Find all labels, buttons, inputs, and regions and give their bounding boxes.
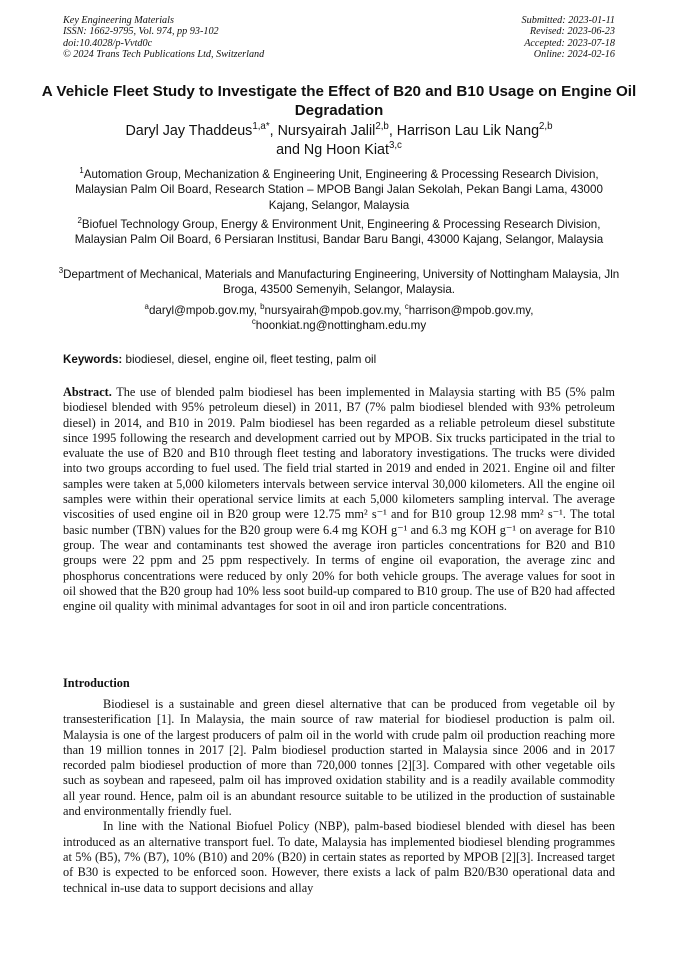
author-name: Daryl Jay Thaddeus	[125, 123, 253, 139]
keywords	[63, 352, 615, 367]
author-affiliation-mark: 2,b	[539, 121, 553, 133]
paragraph: In line with the National Biofuel Policy (NBP), palm-based biodiesel blended with diesel has been introduced as an alternative transport fuel. To date, Malaysia has implemented biodiesel blending programmes at 5% (B5), 7% (B7), 10% (B10) and 20% (B20) in certain states as reported by MPOB [2][3]. Increased target of B30 is expected to be enforced soon. However, there exists a lack of palm B20/B30 operational data and technical in-use data to support decisions and allay	[63, 819, 615, 895]
author-name: Nursyairah Jalil	[277, 123, 376, 139]
email-link[interactable]: harrison@mpob.gov.my,	[408, 304, 534, 317]
issn-volume: ISSN: 1662-9795, Vol. 974, pp 93-102	[63, 26, 219, 38]
abstract-text: The use of blended palm biodiesel has been implemented in Malaysia starting with B5 (5% palm biodiesel blended with 95% petroleum diesel) in 2011, B7 (7% palm biodiesel blended with 93% petroleum diesel) in 2014, and B10 in 2019. Palm biodiesel has been regarded as a reliable petroleum diesel substitute since 1995 following the research and development carried out by MPOB. Six trucks participated in the trial to evaluate the use of B20 and B10 through fleet testing and laboratory investigations. The trucks were divided into two groups according to fuel used. The field trial started in 2019 and ended in 2021. Engine oil and filter samples were taken at 5,000 kilometers intervals between service interval 30,000 kilometers. All the engine oil samples were within their operational service limits at each 5,000 kilometers sampling interval. The average viscosities of used engine oil in B20 group were 12.75 mm² s⁻¹ and for B10 group 12.98 mm² s⁻¹. The total basic number (TBN) values for the B20 group were 6.4 mg KOH g⁻¹ and 6.3 mg KOH g⁻¹ on average for B10 group. The wear and contaminants test showed the average iron particles concentrations for B20 and B10 groups were 22 ppm and 25 ppm respectively. In terms of engine oil evaporation, the average zinc and phosphorus concentrations were reduced by only 20% for both vehicle groups. The average values for soot in oil showed that the B20 group had 10% less soot build-up compared to B10 group. The use of B20 had affected engine oil quality with minimal advantages for soot in oil and iron particle concentrations.	[63, 385, 615, 614]
section-heading-introduction: Introduction	[63, 676, 130, 690]
email-link[interactable]: nursyairah@mpob.gov.my,	[264, 304, 405, 317]
introduction-body	[63, 697, 615, 896]
email-link[interactable]: hoonkiat.ng@nottingham.edu.my	[255, 319, 427, 333]
online-date: Online: 2024-02-16	[533, 48, 615, 60]
doi[interactable]: doi:10.4028/p-Vvtd0c	[63, 37, 153, 49]
author-emails: $^a$daryl@mpob.gov.my, $^b$nursyairah@mpob.gov.my, $^c$harrison@mpob.gov.my, $^c$hoonkiat.ng@nottingham.edu.my	[144, 302, 534, 333]
author-list: Daryl Jay Thaddeus$^{1,a*}$, Nursyairah Jalil$^{2,b}$, Harrison Lau Lik Nang$^{2,b}$ and Ng Hoon Kiat$^{3,c}$	[125, 121, 553, 158]
copyright: © 2024 Trans Tech Publications Ltd, Switzerland	[63, 48, 265, 60]
journal-info	[63, 15, 264, 60]
abstract-label: Abstract.	[63, 385, 112, 399]
abstract	[63, 385, 615, 614]
affiliation-2: $^2$Biofuel Technology Group, Energy & Environment Unit, Engineering & Processing Research Division, Malaysian Palm Oil Board, 6 Persiaran Institusi, Bandar Baru Bangi, 43000 Kajang, Selangor, Malaysia	[74, 216, 604, 247]
author-affiliation-mark: 3,c	[388, 139, 402, 151]
affiliation-3: $^3$Department of Mechanical, Materials and Manufacturing Engineering, University of Nottingham Malaysia, Jln Broga, 43500 Semenyih, Selangor, Malaysia.	[58, 266, 620, 297]
affiliation-1: $^1$Automation Group, Mechanization & Engineering Unit, Engineering & Processing Research Division, Malaysian Palm Oil Board, Research Station – MPOB Bangi Jalan Sekolah, Pekan Bangi Lama, 43000 Kajang, Selangor, Malaysia	[75, 166, 603, 212]
accepted-date: Accepted: 2023-07-18	[524, 37, 615, 49]
author-affiliation-mark: 1,a*	[252, 121, 270, 133]
journal-name: Key Engineering Materials	[63, 15, 174, 26]
email-link[interactable]: daryl@mpob.gov.my,	[148, 304, 261, 317]
submitted-date: Submitted: 2023-01-11	[521, 15, 615, 26]
author-affiliation-mark: 2,b	[375, 121, 389, 133]
publication-dates	[522, 15, 615, 60]
keywords-label: Keywords:	[63, 353, 123, 366]
paragraph: Biodiesel is a sustainable and green diesel alternative that can be produced from vegetable oil by transesterification [1]. In Malaysia, the main source of raw material for biodiesel production is palm oil. Malaysia is one of the largest producers of palm oil in the world with crude palm oil production reaching more than 19 million tonnes in 2017 [2]. Palm biodiesel production started in Malaysia since 2006 and in 2017 recorded palm biodiesel production of more than 720,000 tonnes [2][3]. Compared with other vegetable oils such as soybean and rapeseed, palm oil has improved oxidation stability and is a readily available commodity all year round. Hence, palm oil is an abundant resource suitable to be utilized in the production of sustainable and environmentally friendly fuel.	[63, 697, 615, 819]
author-name: Ng Hoon Kiat	[303, 141, 389, 158]
paper-title: A Vehicle Fleet Study to Investigate the Effect of B20 and B10 Usage on Engine Oil Degradation	[41, 83, 637, 119]
author-name: Harrison Lau Lik Nang	[396, 123, 540, 139]
revised-date: Revised: 2023-06-23	[529, 26, 615, 38]
keywords-text: biodiesel, diesel, engine oil, fleet testing, palm oil	[122, 353, 377, 366]
